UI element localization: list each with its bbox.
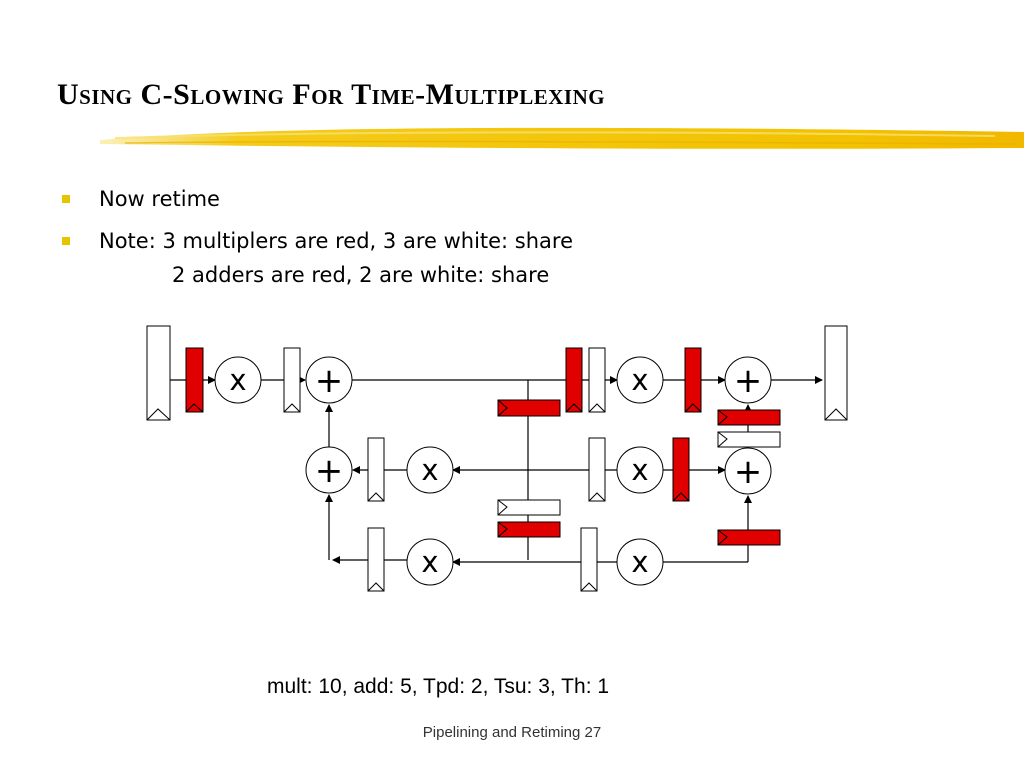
- multiply-symbol: x: [631, 453, 649, 487]
- register-white: [581, 528, 597, 591]
- multiply-symbol: x: [421, 453, 439, 487]
- register-red: [498, 522, 560, 537]
- register-white: [368, 438, 384, 501]
- multiply-symbol: x: [631, 363, 649, 397]
- bullet-text: Now retime: [99, 187, 220, 211]
- register-white: [498, 500, 560, 515]
- register-red: [673, 438, 689, 501]
- register-white: [589, 348, 605, 412]
- multiply-symbol: x: [229, 363, 247, 397]
- add-symbol: +: [314, 451, 344, 491]
- add-symbol: +: [314, 361, 344, 401]
- add-symbol: +: [733, 361, 763, 401]
- output-register: [825, 326, 847, 420]
- register-red: [718, 530, 780, 545]
- register-white: [718, 432, 780, 447]
- footer-text: Pipelining and Retiming 27: [422, 724, 602, 741]
- add-symbol: +: [733, 452, 763, 492]
- register-white: [368, 528, 384, 591]
- register-white: [589, 438, 605, 501]
- timing-parameters-caption: mult: 10, add: 5, Tpd: 2, Tsu: 3, Th: 1: [267, 675, 610, 698]
- bullet-text: Note: 3 multiplers are red, 3 are white: share: [99, 229, 574, 253]
- register-red: [566, 348, 582, 412]
- register-red: [186, 348, 203, 412]
- register-red: [718, 410, 780, 425]
- register-white: [284, 348, 300, 412]
- slide-footer: [0, 724, 1024, 741]
- multiply-symbol: x: [631, 545, 649, 579]
- input-register: [147, 326, 170, 420]
- bullet-continuation: 2 adders are red, 2 are white: share: [172, 263, 550, 287]
- register-red: [685, 348, 701, 412]
- slide-title: Using C-Slowing For Time-Multiplexing: [57, 78, 606, 111]
- multiply-symbol: x: [421, 545, 439, 579]
